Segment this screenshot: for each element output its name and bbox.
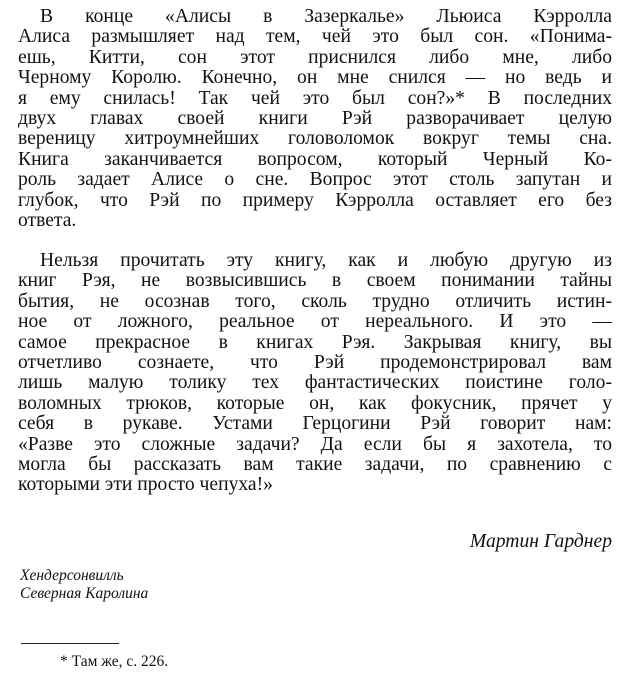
- text-line: себя в рукаве. Устами Герцогини Рэй говорит нам:: [18, 413, 612, 435]
- text-line: бытия, не осознав того, сколь трудно отличить истин-: [18, 290, 612, 312]
- text-line: Книга заканчивается вопросом, который Черный Ко-: [18, 148, 612, 170]
- text-line: воломных трюков, которые он, как фокусник, прячет у: [18, 392, 612, 414]
- text-line: ответа.: [18, 209, 77, 231]
- text-line: ешь, Китти, сон этот приснился либо мне, либо: [18, 46, 612, 68]
- text-line: В конце «Алисы в Зазеркалье» Льюиса Кэрролла: [40, 6, 612, 27]
- author-location: [20, 567, 148, 602]
- text-line: «Разве это сложные задачи? Да если бы я захотела, то: [18, 433, 612, 455]
- paragraph-book-praise: [18, 251, 612, 496]
- location-city: Хендерсонвилль: [20, 567, 124, 584]
- text-line: могла бы рассказать вам такие задачи, по сравнению с: [18, 453, 612, 475]
- text-line: вереницу хитроумнейших головоломок вокруг темы сна.: [18, 128, 612, 150]
- text-line: которыми эти просто чепуха!»: [18, 474, 273, 496]
- text-line: ное от ложного, реальное от нереального. И это —: [18, 311, 612, 333]
- footnote-divider: [21, 643, 119, 644]
- text-line: роль задает Алисе о сне. Вопрос этот столь запутан и: [18, 169, 612, 191]
- text-line: лишь малую толику тех фантастических поистине голо-: [18, 372, 612, 394]
- text-line: книг Рэя, не возвысившись в своем понимании тайны: [18, 270, 612, 292]
- text-line: Черному Королю. Конечно, он мне снился — но ведь и: [18, 67, 612, 89]
- location-state: Северная Каролина: [20, 584, 149, 602]
- text-line: глубок, что Рэй по примеру Кэрролла оставляет его без: [18, 189, 612, 211]
- text-line: двух главах своей книги Рэй разворачивает целую: [18, 107, 612, 129]
- text-line: Нельзя прочитать эту книгу, как и любую другую из: [40, 250, 612, 271]
- paragraph-dream: [18, 7, 612, 231]
- text-line: отчетливо сознаете, что Рэй продемонстрировал вам: [18, 351, 612, 373]
- text-line: я ему снилась! Так чей это был сон?»* В последних: [18, 87, 612, 109]
- text-line: Алиса размышляет над тем, чей это был сон. «Понима-: [18, 26, 612, 48]
- text-line: самое прекрасное в книгах Рэя. Закрывая книгу, вы: [18, 331, 612, 353]
- author-signature: Мартин Гарднер: [469, 531, 612, 552]
- footnote: * Там же, с. 226.: [60, 653, 169, 670]
